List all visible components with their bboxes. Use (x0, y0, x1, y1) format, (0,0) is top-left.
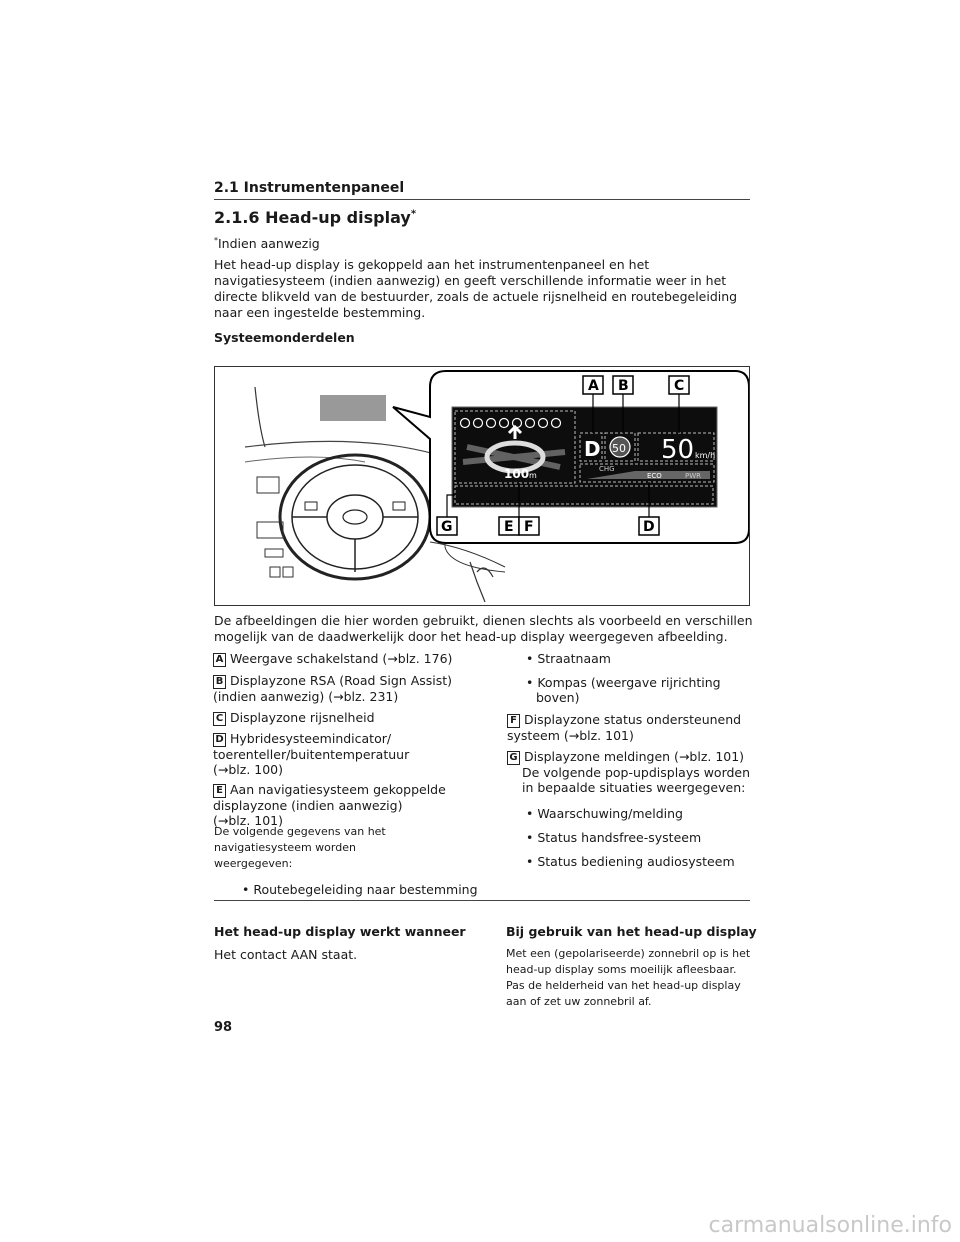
legend-item-a: A Weergave schakelstand (→blz. 176) (228, 651, 452, 667)
svg-text:ECO: ECO (647, 472, 662, 480)
figure-caption: De afbeeldingen die hier worden gebruikt, dienen slechts als voorbeeld en verschillen mogelijk van de daadwerkelijk door het head-up display weergegeven afbeelding. (214, 613, 753, 644)
badge-d: D (213, 733, 226, 747)
intro-paragraph: Het head-up display is gekoppeld aan het instrumentenpaneel en het navigatiesysteem (indien aanwezig) en geeft verschillende informatie weer in het directe blikveld van de bestuurder, zoals de actuele rijsnelheid en routebegeleiding naar een ingestelde bestemming. (214, 257, 738, 320)
bullet-routebegeleiding: • Routebegeleiding naar bestemming (242, 882, 478, 897)
svg-text:A: A (588, 378, 599, 394)
svg-text:E: E (504, 519, 514, 535)
text-zonnebril: Met een (gepolariseerde) zonnebril op is het head-up display soms moeilijk afleesbaar. Pas de helderheid van het head-up display aan of zet uw zonnebril af. (506, 947, 751, 1008)
badge-f: F (507, 714, 520, 728)
label-b (613, 376, 633, 394)
badge-e: E (213, 784, 226, 798)
svg-text:D: D (643, 519, 655, 535)
hud-speed: 50 (661, 435, 695, 465)
hud-speed-limit: 50 (612, 442, 626, 455)
label-e (499, 517, 519, 535)
footnote: *Indien aanwezig (214, 236, 320, 252)
hud-illustration (214, 366, 750, 606)
label-c (669, 376, 689, 394)
bullet-kompas: • Kompas (weergave rijrichting boven) (526, 675, 721, 705)
hud-speed-unit: km/h (695, 451, 716, 460)
label-d (639, 517, 659, 535)
bullet-waarschuwing: • Waarschuwing/melding (526, 806, 683, 821)
section-title: 2.1 Instrumentenpaneel (214, 180, 405, 196)
section-divider-bottom (214, 900, 750, 901)
page-heading: 2.1.6 Head-up display* (214, 208, 417, 227)
subheading-systeemonderdelen: Systeemonderdelen (214, 330, 355, 345)
label-a (583, 376, 603, 394)
svg-text:G: G (441, 519, 453, 535)
hud-distance: 100 (504, 467, 530, 481)
legend-item-d: D Hybridesysteemindicator/ toerenteller/buitentemperatuur (→blz. 100) (213, 731, 410, 777)
watermark: carmanualsonline.info (708, 1213, 952, 1238)
bullet-handsfree: • Status handsfree-systeem (526, 830, 702, 845)
badge-b: B (213, 675, 226, 689)
badge-a: A (213, 653, 226, 667)
label-g (437, 517, 457, 535)
legend-item-e: E Aan navigatiesysteem gekoppelde displayzone (indien aanwezig) (→blz. 101) (213, 782, 446, 828)
badge-g: G (507, 751, 520, 765)
label-f (519, 517, 539, 535)
bullet-straatnaam: • Straatnaam (526, 651, 611, 666)
bullet-audiosysteem: • Status bediening audiosysteem (526, 854, 735, 869)
hud-gear: D (584, 437, 601, 461)
badge-c: C (213, 712, 226, 726)
legend-item-g: G Displayzone meldingen (→blz. 101) De volgende pop-updisplays worden in bepaalde situaties weergegeven: (522, 749, 750, 795)
svg-text:B: B (618, 378, 629, 394)
svg-text:CHG: CHG (599, 465, 615, 473)
legend-e-note: De volgende gegevens van het navigatiesysteem worden weergegeven: (214, 825, 386, 870)
legend-item-f: F Displayzone status ondersteunend systeem (→blz. 101) (507, 712, 742, 743)
hud-diagram (215, 367, 749, 605)
page-number: 98 (214, 1020, 233, 1035)
legend-item-c: C Displayzone rijsnelheid (228, 710, 375, 726)
hud-distance-unit: m (529, 471, 537, 480)
svg-text:PWR: PWR (685, 472, 702, 480)
text-contact-aan: Het contact AAN staat. (214, 947, 358, 962)
legend-item-b: B Displayzone RSA (Road Sign Assist) (indien aanwezig) (→blz. 231) (213, 673, 453, 704)
heading-bij-gebruik: Bij gebruik van het head-up display (506, 924, 757, 939)
svg-text:F: F (524, 519, 534, 535)
heading-werkt-wanneer: Het head-up display werkt wanneer (214, 924, 466, 939)
section-divider (214, 199, 750, 200)
svg-text:C: C (674, 378, 685, 394)
